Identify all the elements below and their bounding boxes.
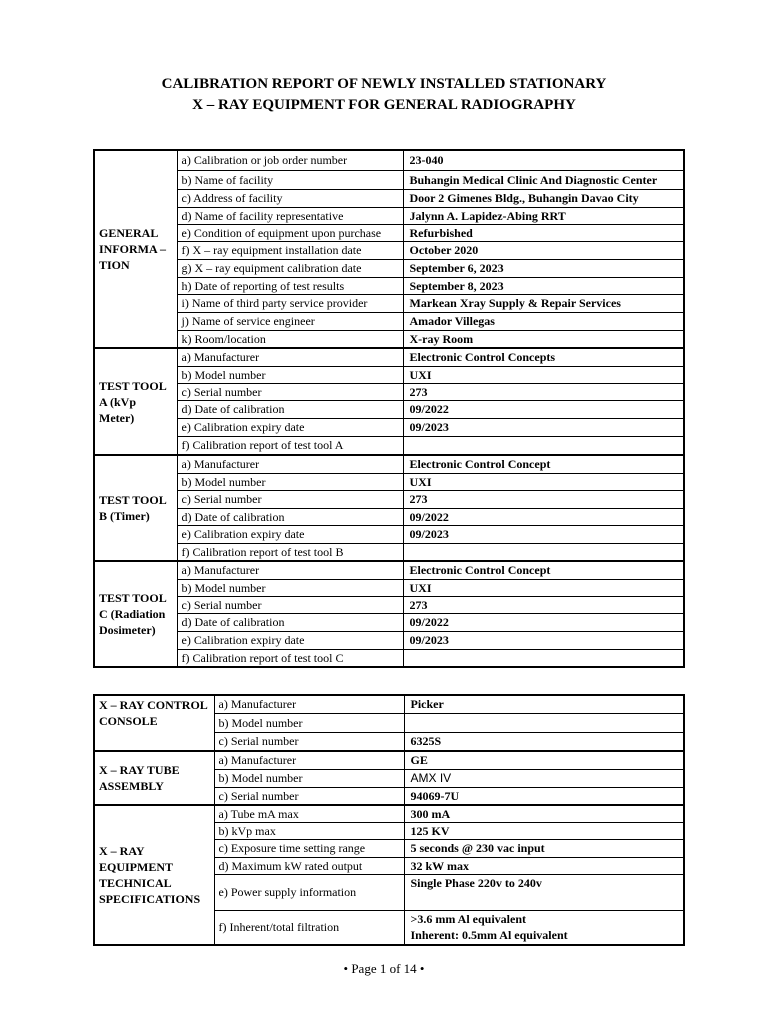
report-title-line1: CALIBRATION REPORT OF NEWLY INSTALLED STATIONARY — [161, 76, 607, 92]
row-value: UXI — [403, 579, 684, 596]
row-value: 6325S — [404, 732, 684, 751]
row-label: f) X – ray equipment installation date — [177, 241, 403, 259]
row-value: 09/2022 — [403, 508, 684, 525]
row-value: Electronic Control Concept — [403, 455, 684, 473]
filtration-inherent: Inherent: 0.5mm Al equivalent — [410, 928, 568, 943]
row-label: c) Address of facility — [177, 189, 403, 207]
table-row — [94, 277, 684, 294]
row-label: d) Date of calibration — [177, 400, 403, 418]
table-row — [94, 418, 684, 436]
filtration-total: >3.6 mm Al equivalent — [410, 912, 527, 927]
row-label: f) Calibration report of test tool A — [177, 436, 403, 455]
row-value: Door 2 Gimenes Bldg., Buhangin Davao City — [403, 189, 684, 207]
table-row — [94, 170, 684, 189]
row-value: Jalynn A. Lapidez-Abing RRT — [403, 207, 684, 224]
row-value: Buhangin Medical Clinic And Diagnostic Center — [403, 170, 684, 189]
row-value: 273 — [403, 490, 684, 508]
general-info-table — [93, 149, 685, 668]
table-row — [94, 613, 684, 631]
row-value: 94069-7U — [404, 787, 684, 805]
row-label: i) Name of third party service provider — [177, 294, 403, 312]
row-value: Picker — [404, 695, 684, 713]
table-row — [94, 400, 684, 418]
row-value: Single Phase 220v to 240v — [404, 874, 684, 910]
table-row — [94, 241, 684, 259]
row-label: e) Power supply information — [214, 874, 404, 910]
section-test-tool-a: TEST TOOL A (kVp Meter) — [94, 348, 177, 455]
page-footer: • Page 1 of 14 • — [343, 961, 425, 976]
row-value: Amador Villegas — [403, 312, 684, 330]
table-row — [94, 631, 684, 649]
row-label: a) Manufacturer — [214, 751, 404, 769]
row-label: h) Date of reporting of test results — [177, 277, 403, 294]
table-row — [94, 455, 684, 473]
row-value: 23-040 — [403, 150, 684, 170]
section-tube-assembly: X – RAY TUBE ASSEMBLY — [94, 751, 214, 805]
row-value: Markean Xray Supply & Repair Services — [403, 294, 684, 312]
section-technical-specs: X – RAY EQUIPMENT TECHNICAL SPECIFICATIONS — [94, 805, 214, 945]
row-label: b) Model number — [177, 473, 403, 490]
row-value: 5 seconds @ 230 vac input — [404, 839, 684, 857]
row-label: c) Serial number — [177, 490, 403, 508]
row-value: AMX IV — [404, 769, 684, 787]
row-label: d) Date of calibration — [177, 613, 403, 631]
row-value: X-ray Room — [403, 330, 684, 348]
row-label: d) Name of facility representative — [177, 207, 403, 224]
table-row — [94, 649, 684, 667]
row-value: September 8, 2023 — [403, 277, 684, 294]
row-label: c) Serial number — [177, 383, 403, 400]
report-title — [0, 74, 768, 116]
row-label: e) Calibration expiry date — [177, 631, 403, 649]
section-test-tool-c: TEST TOOL C (Radiation Dosimeter) — [94, 561, 177, 667]
table-row — [94, 525, 684, 543]
row-label: d) Maximum kW rated output — [214, 857, 404, 874]
table-row — [94, 224, 684, 241]
row-label: a) Manufacturer — [214, 695, 404, 713]
row-label: c) Serial number — [177, 596, 403, 613]
table-row — [94, 294, 684, 312]
table-row — [94, 561, 684, 579]
row-label: a) Manufacturer — [177, 348, 403, 366]
row-label: b) kVp max — [214, 822, 404, 839]
row-value: 300 mA — [404, 805, 684, 822]
row-label: f) Calibration report of test tool B — [177, 543, 403, 561]
row-value: 273 — [403, 383, 684, 400]
row-value: October 2020 — [403, 241, 684, 259]
table-row — [94, 473, 684, 490]
equipment-table — [93, 694, 685, 946]
row-value: 09/2023 — [403, 631, 684, 649]
row-value: 09/2023 — [403, 525, 684, 543]
row-label: e) Calibration expiry date — [177, 418, 403, 436]
table-row — [94, 508, 684, 525]
row-value: 09/2022 — [403, 613, 684, 631]
row-value: 32 kW max — [404, 857, 684, 874]
row-value: Electronic Control Concepts — [403, 348, 684, 366]
row-label: e) Calibration expiry date — [177, 525, 403, 543]
row-label: b) Model number — [177, 579, 403, 596]
row-value: 273 — [403, 596, 684, 613]
row-label: g) X – ray equipment calibration date — [177, 259, 403, 277]
table-row — [94, 189, 684, 207]
table-row — [94, 490, 684, 508]
row-label: c) Serial number — [214, 732, 404, 751]
table-row — [94, 259, 684, 277]
row-value: September 6, 2023 — [403, 259, 684, 277]
section-general-info: GENERAL INFORMA – TION — [94, 150, 177, 348]
table-row — [94, 383, 684, 400]
table-row — [94, 751, 684, 769]
row-value — [404, 713, 684, 732]
table-row — [94, 366, 684, 383]
table-row — [94, 596, 684, 613]
row-label: k) Room/location — [177, 330, 403, 348]
row-label: b) Model number — [177, 366, 403, 383]
row-label: d) Date of calibration — [177, 508, 403, 525]
table-row — [94, 695, 684, 713]
row-label: b) Model number — [214, 713, 404, 732]
table-row — [94, 207, 684, 224]
table-row — [94, 436, 684, 455]
row-value: Refurbished — [403, 224, 684, 241]
row-label: a) Tube mA max — [214, 805, 404, 822]
row-value — [404, 910, 684, 945]
row-label: a) Manufacturer — [177, 561, 403, 579]
row-label: c) Serial number — [214, 787, 404, 805]
row-value — [403, 649, 684, 667]
row-value: 09/2022 — [403, 400, 684, 418]
row-value: UXI — [403, 473, 684, 490]
row-value — [403, 436, 684, 455]
table-row — [94, 579, 684, 596]
row-label: j) Name of service engineer — [177, 312, 403, 330]
row-label: a) Manufacturer — [177, 455, 403, 473]
section-control-console: X – RAY CONTROL CONSOLE — [94, 695, 214, 751]
row-value: UXI — [403, 366, 684, 383]
row-label: f) Inherent/total filtration — [214, 910, 404, 945]
row-label: a) Calibration or job order number — [177, 150, 403, 170]
section-test-tool-b: TEST TOOL B (Timer) — [94, 455, 177, 561]
row-label: f) Calibration report of test tool C — [177, 649, 403, 667]
row-label: e) Condition of equipment upon purchase — [177, 224, 403, 241]
table-row — [94, 348, 684, 366]
row-label: c) Exposure time setting range — [214, 839, 404, 857]
row-value — [403, 543, 684, 561]
table-row — [94, 543, 684, 561]
row-value: GE — [404, 751, 684, 769]
row-label: b) Model number — [214, 769, 404, 787]
table-row — [94, 312, 684, 330]
row-value: Electronic Control Concept — [403, 561, 684, 579]
row-label: b) Name of facility — [177, 170, 403, 189]
table-row — [94, 150, 684, 170]
table-row — [94, 330, 684, 348]
row-value: 125 KV — [404, 822, 684, 839]
table-row — [94, 805, 684, 822]
report-title-line2: X – RAY EQUIPMENT FOR GENERAL RADIOGRAPHY — [192, 97, 576, 113]
row-value: 09/2023 — [403, 418, 684, 436]
